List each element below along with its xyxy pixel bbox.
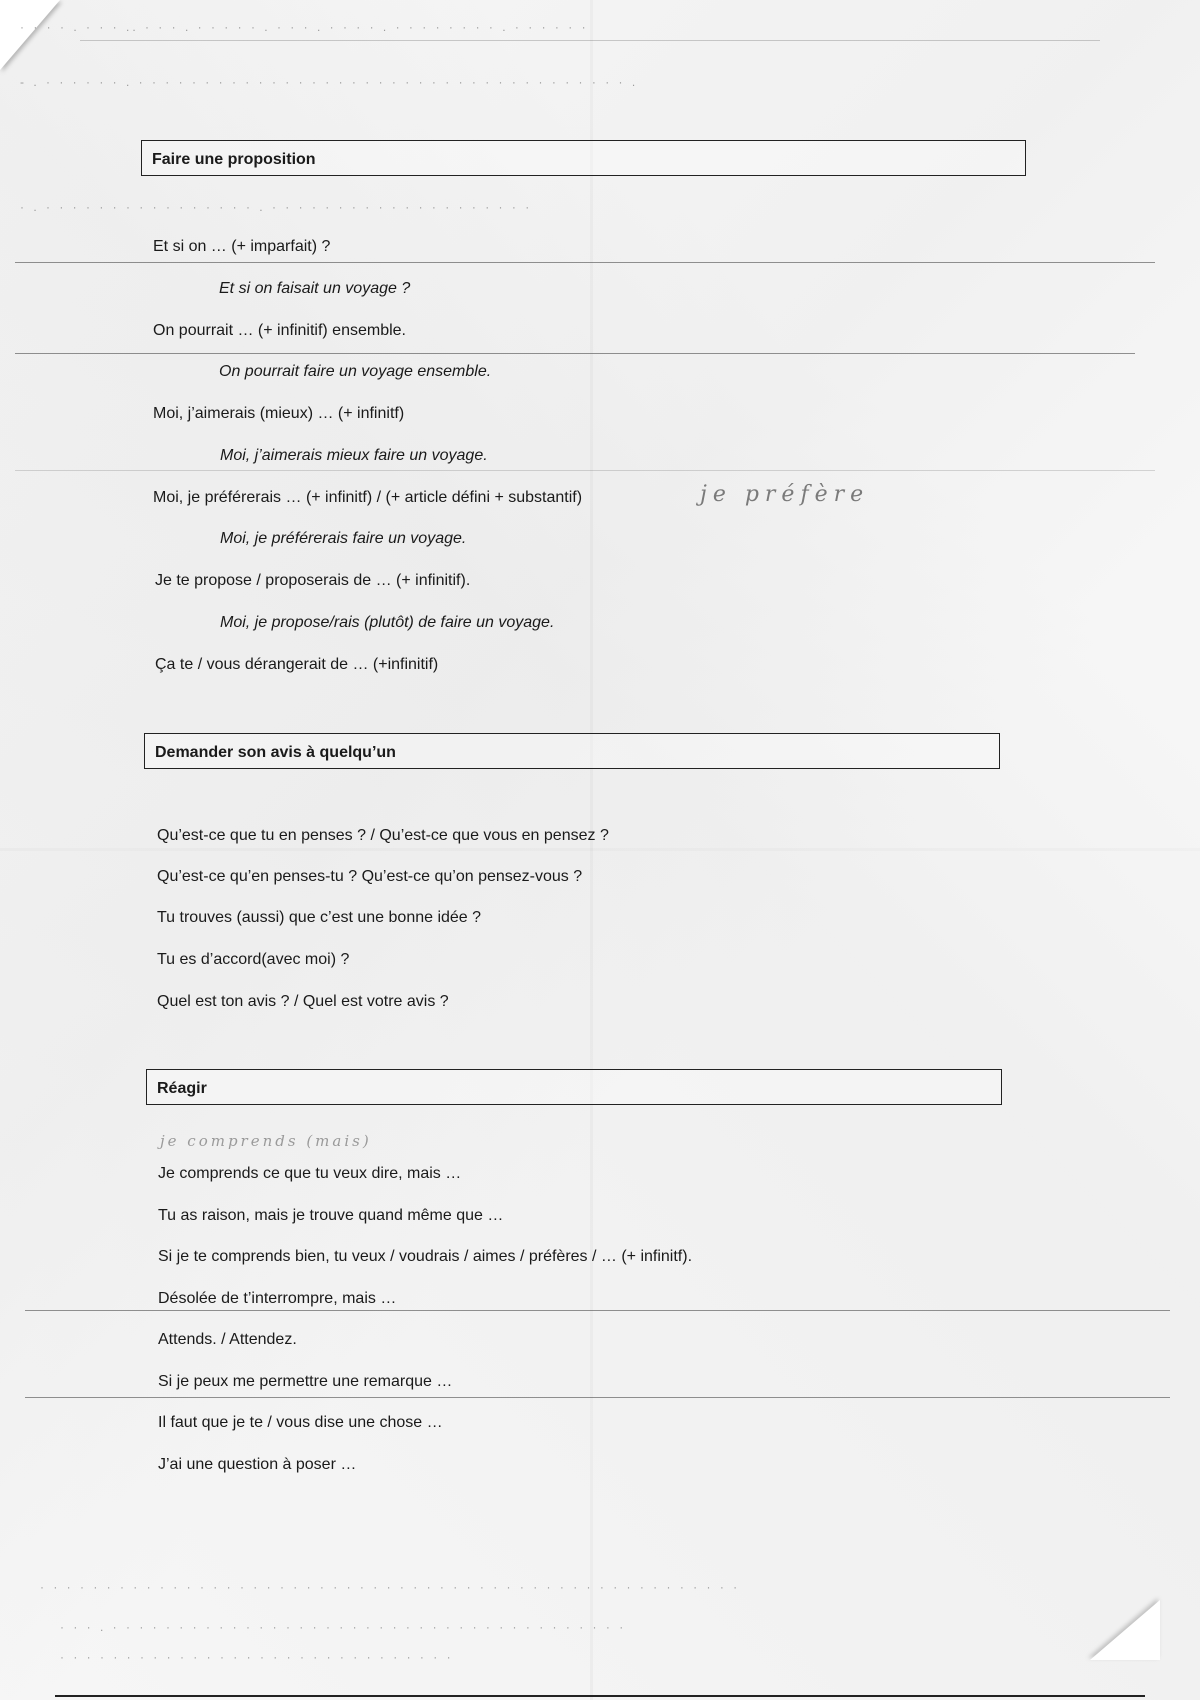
phrase-line: Il faut que je te / vous dise une chose … — [158, 1414, 443, 1431]
phrase-line: Quel est ton avis ? / Quel est votre avis ? — [157, 993, 449, 1010]
section-heading-text: Demander son avis à quelqu’un — [155, 744, 396, 761]
handwritten-note: je préfère — [700, 482, 870, 507]
scan-noise: · · · . · · · · · · · · · · · · · · · · · · · · · · · · · · · · · · · · · · · · · · · — [60, 1620, 627, 1634]
scan-noise: - . · · · · · · . · · · · · · · · · · · · · · · · · · · · · · · · · · · · · · · · · · · · · . — [20, 75, 639, 89]
bottom-rule — [55, 1695, 1145, 1697]
phrase-line: Qu’est-ce que tu en penses ? / Qu’est-ce que vous en pensez ? — [157, 827, 609, 844]
crease-line — [15, 262, 1155, 263]
scan-noise: · . · · · · · · · · · · · · · · · · . · · · · · · · · · · · · · · · · · · · · — [20, 200, 533, 214]
phrase-line: Tu es d’accord(avec moi) ? — [157, 951, 350, 968]
scan-noise: · · · · . · · · .. · · · . · · · · · . · · · . · · · · . · · · · · · · · . · · · · · · — [20, 20, 589, 34]
crease-line — [15, 353, 1135, 354]
example-line: Moi, j’aimerais mieux faire un voyage. — [220, 447, 488, 464]
scan-line — [80, 40, 1100, 41]
section-heading-reagir — [146, 1069, 1002, 1105]
crease-line — [25, 1310, 1170, 1311]
scan-noise: · · · · · · · · · · · · · · · · · · · · · · · · · · · · · · · · · · · · · · · · · · · · · · · · · · · · · — [40, 1580, 741, 1594]
crease-line — [15, 470, 1155, 471]
phrase-line: On pourrait … (+ infinitif) ensemble. — [153, 322, 406, 339]
phrase-line: Qu’est-ce qu’en penses-tu ? Qu’est-ce qu’on pensez-vous ? — [157, 868, 583, 885]
section-heading-text: Réagir — [157, 1080, 207, 1097]
scan-noise: · · · · · · · · · · · · · · · · · · · · · · · · · · · · · · — [60, 1650, 454, 1664]
folded-corner-bottom-right — [1090, 1600, 1160, 1660]
horizontal-fold — [0, 848, 1200, 851]
section-heading-avis — [144, 733, 1000, 769]
handwritten-note: je comprends (mais) — [160, 1132, 372, 1150]
phrase-line: Si je peux me permettre une remarque … — [158, 1373, 453, 1390]
folded-corner-top-left — [0, 0, 60, 70]
phrase-line: Je te propose / proposerais de … (+ infinitif). — [155, 572, 471, 589]
crease-line — [25, 1397, 1170, 1398]
section-heading-proposition — [141, 140, 1026, 176]
phrase-line: Désolée de t’interrompre, mais … — [158, 1290, 397, 1307]
phrase-line: Moi, j’aimerais (mieux) … (+ infinitf) — [153, 405, 405, 422]
example-line: On pourrait faire un voyage ensemble. — [219, 363, 492, 380]
phrase-line: Tu as raison, mais je trouve quand même que … — [158, 1207, 504, 1224]
phrase-line: Si je te comprends bien, tu veux / voudrais / aimes / préfères / … (+ infinitf). — [158, 1248, 693, 1265]
phrase-line: Attends. / Attendez. — [158, 1331, 297, 1348]
example-line: Et si on faisait un voyage ? — [219, 280, 411, 297]
phrase-line: Ça te / vous dérangerait de … (+infinitif) — [155, 656, 439, 673]
example-line: Moi, je préférerais faire un voyage. — [220, 530, 467, 547]
phrase-line: Tu trouves (aussi) que c’est une bonne idée ? — [157, 909, 482, 926]
phrase-line: Et si on … (+ imparfait) ? — [153, 238, 331, 255]
phrase-line: J’ai une question à poser … — [158, 1456, 357, 1473]
example-line: Moi, je propose/rais (plutôt) de faire un voyage. — [220, 614, 555, 631]
phrase-line: Moi, je préférerais … (+ infinitf) / (+ article défini + substantif) — [153, 489, 583, 506]
section-heading-text: Faire une proposition — [152, 151, 316, 168]
phrase-line: Je comprends ce que tu veux dire, mais … — [158, 1165, 462, 1182]
